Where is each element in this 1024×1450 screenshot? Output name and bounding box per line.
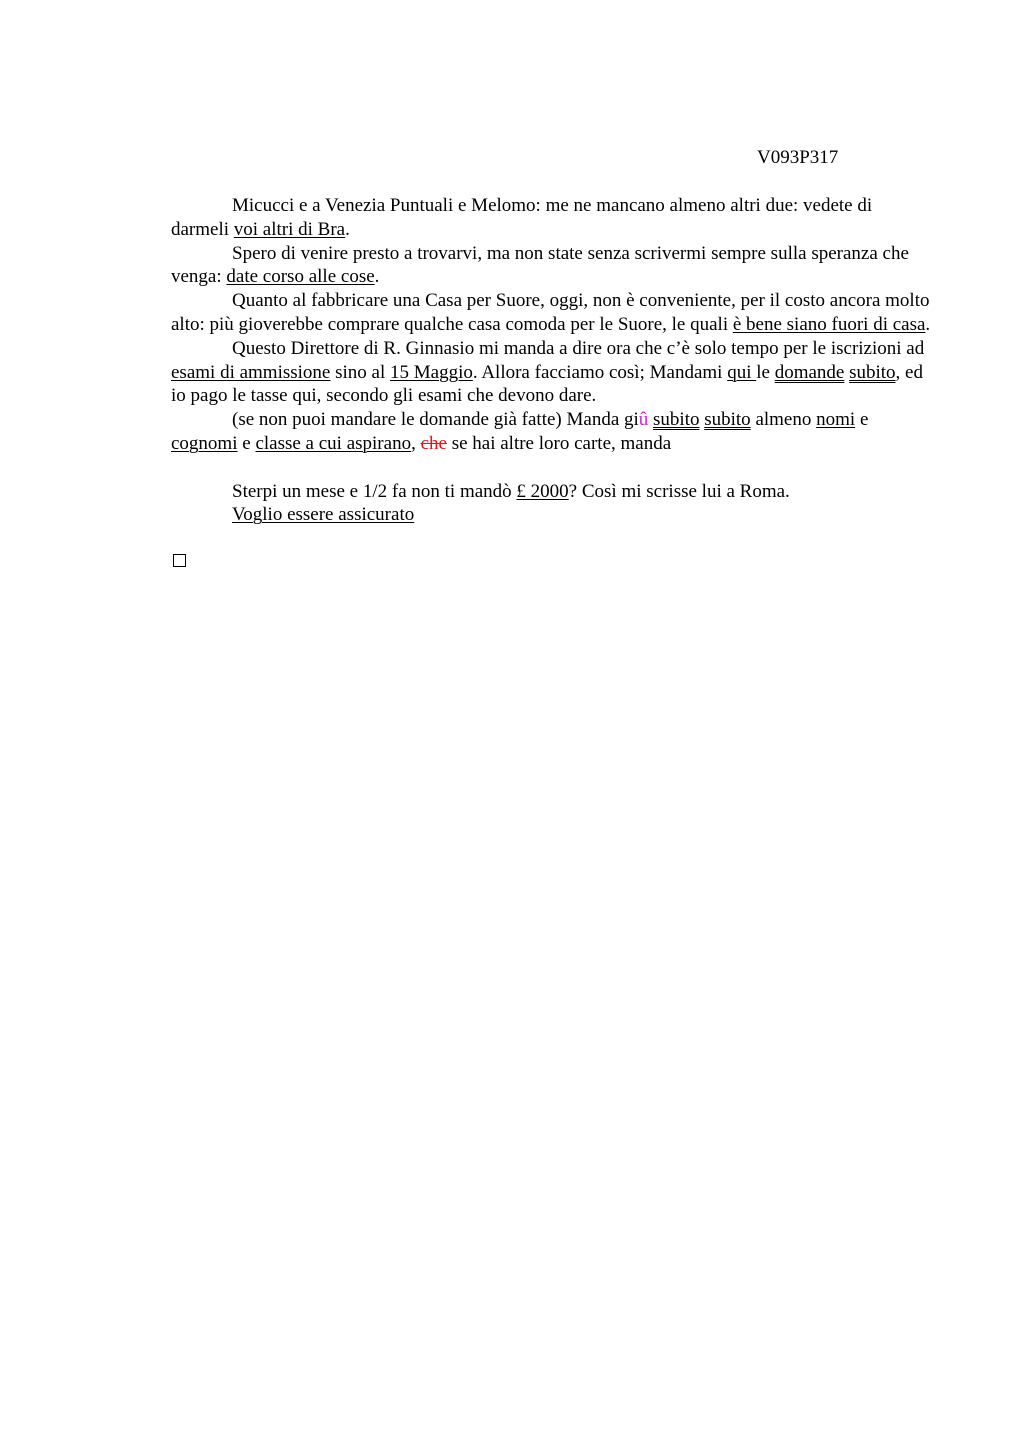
- text-segment: le: [756, 361, 775, 383]
- text-segment: almeno: [750, 409, 817, 431]
- double-underlined-text: subito: [704, 409, 751, 431]
- paragraph-spacer: [171, 456, 931, 480]
- double-underlined-text: subito: [849, 361, 896, 383]
- text-segment: .: [374, 266, 380, 288]
- underlined-text: qui: [727, 361, 757, 383]
- paragraph: [171, 337, 931, 408]
- text-segment: Micucci e a Venezia Puntuali e Melomo: me ne mancano almeno altri due: vedete di darmeli: [171, 195, 873, 240]
- inserted-text: û: [638, 409, 649, 431]
- text-segment: sino al: [330, 361, 391, 383]
- text-segment: Quanto al fabbricare una Casa per Suore, oggi, non è conveniente, per il costo ancora molto alto: più gioverebbe comprare qualche casa comoda per le Suore, le quali: [171, 290, 930, 335]
- paragraph: [171, 480, 931, 504]
- text-segment: ? Così mi scrisse lui a Roma.: [568, 480, 790, 502]
- text-segment: ,: [411, 432, 421, 454]
- text-segment: Sterpi un mese e 1/2 fa non ti mandò: [232, 480, 517, 502]
- underlined-text: voi altri di Bra: [233, 218, 346, 240]
- underlined-text: cognomi: [171, 432, 238, 454]
- paragraph: [171, 289, 931, 337]
- paragraph: [171, 503, 931, 527]
- letter-body: [171, 194, 931, 527]
- paragraph: [171, 194, 931, 242]
- text-segment: . Allora facciamo così; Mandami: [472, 361, 728, 383]
- paragraph: [171, 242, 931, 290]
- text-segment: .: [925, 313, 931, 335]
- underlined-text: nomi: [816, 409, 856, 431]
- underlined-text: Voglio essere assicurato: [232, 504, 415, 526]
- text-segment: Spero di venire presto a trovarvi, ma non state senza scrivermi sempre sulla speranza che venga:: [171, 242, 909, 288]
- underlined-text: esami di ammissione: [171, 361, 331, 383]
- deleted-text: che: [420, 432, 447, 454]
- underlined-text: è bene siano fuori di casa: [732, 313, 926, 335]
- underlined-text: 15 Maggio: [390, 361, 473, 383]
- text-segment: (se non puoi mandare le domande già fatte) Manda gi: [232, 409, 639, 431]
- text-segment: e: [237, 432, 256, 454]
- double-underlined-text: subito: [653, 409, 700, 431]
- text-segment: se hai altre loro carte, manda: [446, 432, 672, 454]
- empty-checkbox-icon: [173, 554, 186, 567]
- text-segment: , ed io pago le tasse qui, secondo gli esami che devono dare.: [171, 361, 923, 407]
- text-segment: Questo Direttore di R. Ginnasio mi manda a dire ora che c’è solo tempo per le iscrizioni ad: [232, 337, 925, 359]
- underlined-text: date corso alle cose: [226, 266, 375, 288]
- double-underlined-text: domande: [774, 361, 845, 383]
- paragraph: [171, 408, 931, 456]
- underlined-text: £ 2000: [516, 480, 569, 502]
- underlined-text: classe a cui aspirano: [255, 432, 412, 454]
- text-segment: e: [855, 409, 869, 431]
- page-id: V093P317: [757, 147, 839, 168]
- text-segment: .: [345, 218, 350, 240]
